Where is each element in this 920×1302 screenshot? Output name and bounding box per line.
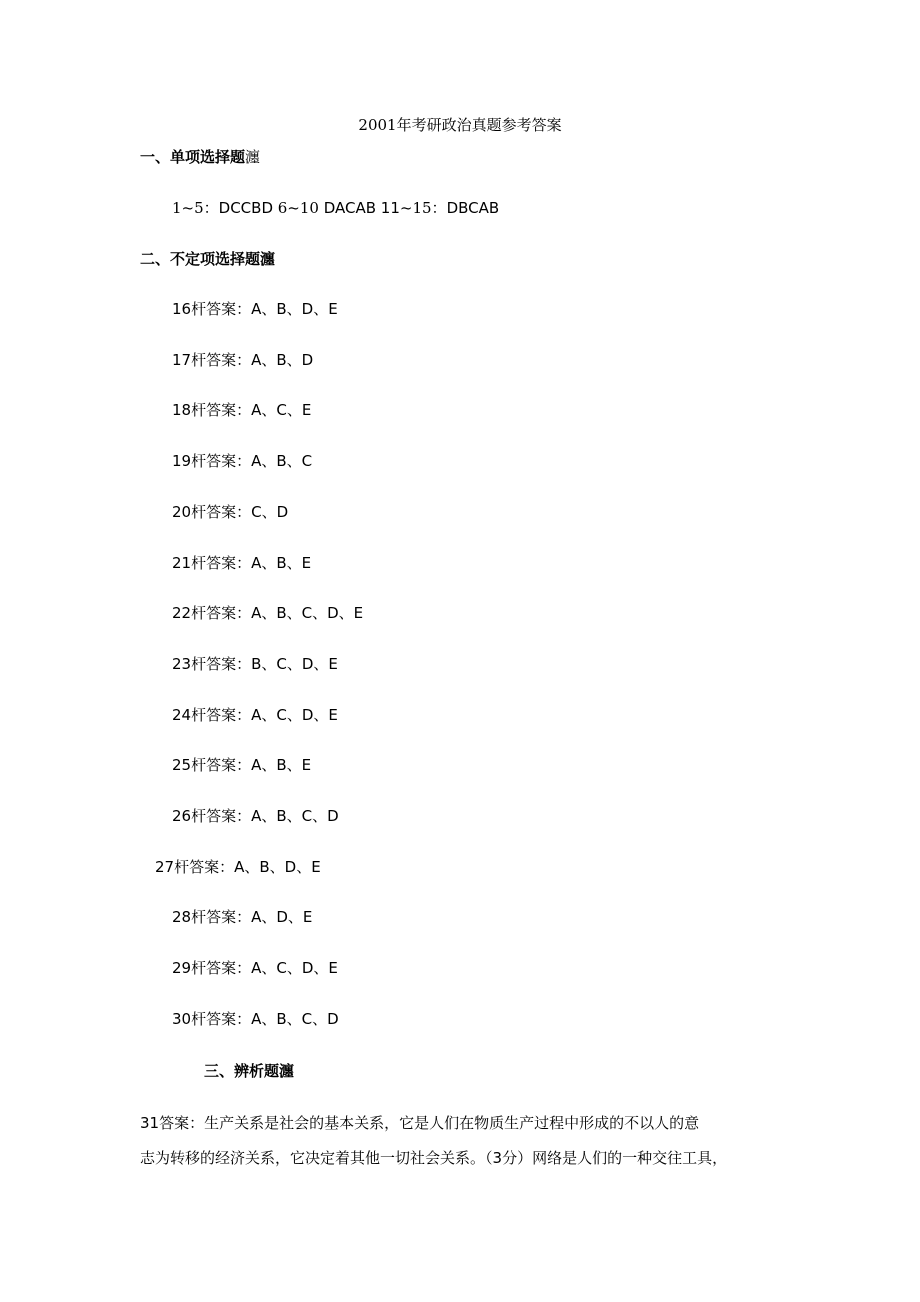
question-31-text-line-2c: 分）网络是人们的一种交往工具， (502, 1149, 728, 1167)
answer-row (172, 754, 311, 776)
answer-options: A、B、C、D、E (251, 604, 364, 622)
answer-options: A、D、E (251, 908, 313, 926)
answer-label: 杆答案： (191, 959, 252, 977)
answer-options: A、B、E (251, 756, 312, 774)
answer-label: 杆答案： (191, 807, 252, 825)
answer-row (172, 704, 338, 726)
answer-options: A、B、C (251, 452, 313, 470)
answer-row (172, 298, 338, 320)
answer-label: 杆答案： (191, 401, 252, 419)
single-choice-answers (172, 197, 499, 219)
answer-options: A、C、D、E (251, 959, 338, 977)
answer-label: 杆答案： (191, 604, 252, 622)
answer-row (172, 349, 313, 371)
answer-options: C、D (251, 503, 289, 521)
answer-row (172, 1008, 339, 1030)
answer-options: A、B、C、D (251, 1010, 339, 1028)
answer-question-number: 17 (172, 351, 192, 369)
answer-question-number: 30 (172, 1010, 192, 1028)
answer-row (172, 653, 338, 675)
answer-label: 杆答案： (191, 351, 252, 369)
range-11-15: ~15： (399, 199, 447, 217)
question-31-number: 31 (140, 1114, 160, 1132)
answer-question-number: 16 (172, 300, 192, 318)
answer-question-number: 27 (155, 858, 175, 876)
document-title: 2001年考研政治真题参考答案 (358, 116, 562, 134)
section-1-heading (140, 146, 260, 168)
answer-options: A、B、E (251, 554, 312, 572)
section-1-heading-text: 一、单项选择题 (140, 148, 246, 166)
answer-question-number: 23 (172, 655, 192, 673)
answer-label: 杆答案： (191, 756, 252, 774)
answer-label: 杆答案： (174, 858, 235, 876)
answers-1-5: DCCBD (218, 199, 278, 217)
answer-row (172, 399, 311, 421)
answer-options: A、B、C、D (251, 807, 339, 825)
answer-question-number: 22 (172, 604, 192, 622)
answer-row (172, 957, 338, 979)
section-2-heading: 二、不定项选择题瀍 (140, 250, 276, 268)
answer-label: 杆答案： (191, 1010, 252, 1028)
answer-row (172, 501, 288, 523)
answer-row (172, 602, 363, 624)
answer-question-number: 20 (172, 503, 192, 521)
question-31-line-2 (140, 1147, 785, 1169)
range-6-10: 6~10 (277, 199, 324, 217)
range-1-5: 1~5： (172, 199, 219, 217)
answer-options: A、C、D、E (251, 706, 338, 724)
answer-row (172, 552, 311, 574)
answer-question-number: 25 (172, 756, 192, 774)
answer-question-number: 29 (172, 959, 192, 977)
answer-question-number: 26 (172, 807, 192, 825)
answer-row (172, 805, 339, 827)
answer-label: 杆答案： (191, 554, 252, 572)
section-3-heading: 三、辨析题瀍 (204, 1062, 295, 1080)
answer-question-number: 18 (172, 401, 192, 419)
answer-question-number: 19 (172, 452, 192, 470)
answer-label: 杆答案： (191, 655, 252, 673)
answer-row (155, 856, 321, 878)
answer-label: 杆答案： (191, 300, 252, 318)
question-31-line-1 (140, 1112, 785, 1134)
answer-label: 杆答案： (191, 908, 252, 926)
answer-row (172, 906, 312, 928)
answer-label: 杆答案： (191, 452, 252, 470)
answer-question-number: 28 (172, 908, 192, 926)
question-31-text-line-2a: 志为转移的经济关系，它决定着其他一切社会关系。（ (140, 1149, 493, 1167)
answer-question-number: 24 (172, 706, 192, 724)
answer-label: 杆答案： (191, 706, 252, 724)
question-31-score: 3 (492, 1149, 503, 1167)
answer-options: A、B、D (251, 351, 314, 369)
answer-options: B、C、D、E (251, 655, 338, 673)
answer-options: A、C、E (251, 401, 312, 419)
answers-11-15: DBCAB (446, 199, 500, 217)
answer-options: A、B、D、E (234, 858, 321, 876)
question-31-text-line-1: 答案：生产关系是社会的基本关系，它是人们在物质生产过程中形成的不以人的意 (159, 1114, 700, 1132)
answer-options: A、B、D、E (251, 300, 338, 318)
answers-6-10: DACAB 11 (323, 199, 400, 217)
answer-question-number: 21 (172, 554, 192, 572)
answer-row (172, 450, 312, 472)
section-1-heading-suffix: 瀍 (245, 148, 261, 166)
answer-label: 杆答案： (191, 503, 252, 521)
